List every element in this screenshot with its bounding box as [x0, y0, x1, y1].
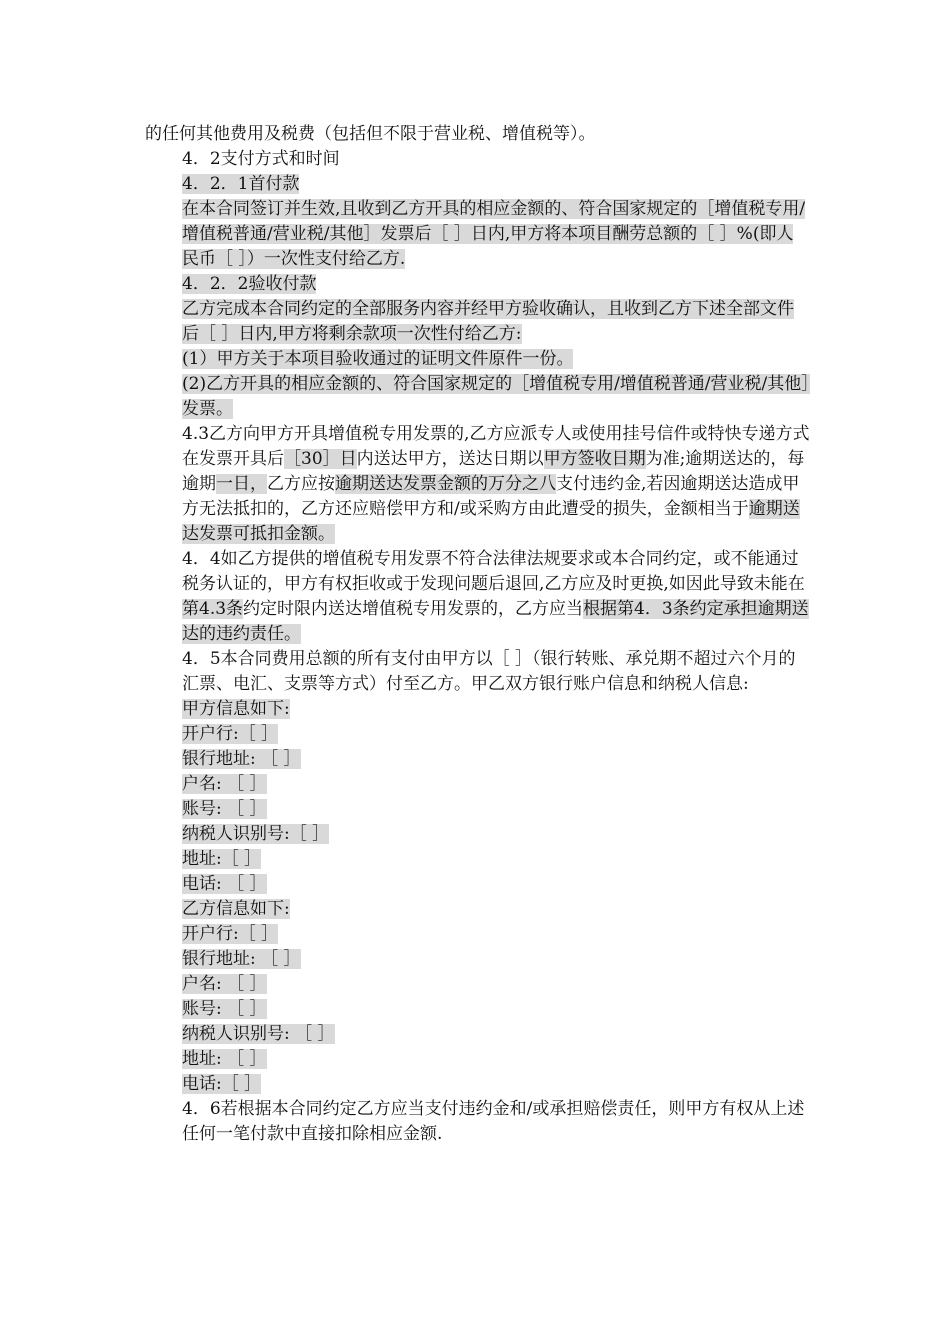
highlighted-text: 第4.3条 — [182, 599, 244, 619]
paragraph — [145, 922, 810, 947]
text-segment: 乙方应按 — [267, 474, 335, 494]
paragraph — [145, 1022, 810, 1047]
highlighted-text: 甲方签收日期 — [543, 449, 646, 469]
text-segment: 为准;逾期送达的，每逾期 — [182, 449, 805, 494]
text-segment: 4．5本合同费用总额的所有支付由甲方以［ ］（银行转账、承兑期不超过六个月的汇票、电汇、支票等方式）付至乙方。甲乙双方银行账户信息和纳税人信息: — [182, 649, 796, 694]
highlighted-text: 电话:［ ］ — [182, 1074, 262, 1094]
text-segment: 4．6若根据本合同约定乙方应当支付违约金和/或承担赔偿责任，则甲方有权从上述任何一笔付款中直接扣除相应金额. — [182, 1099, 805, 1144]
paragraph — [145, 872, 810, 897]
highlighted-text: 乙方信息如下: — [182, 899, 290, 919]
highlighted-text: 账号: ［ ］ — [182, 999, 267, 1019]
highlighted-text: 4．2．2验收付款 — [182, 274, 317, 294]
text-segment: 4．2支付方式和时间 — [182, 149, 340, 169]
highlighted-text: (1）甲方关于本项目验收通过的证明文件原件一份。 — [182, 349, 574, 369]
paragraph — [145, 972, 810, 997]
document-body — [145, 122, 810, 1147]
paragraph — [145, 647, 810, 697]
text-segment: 支付违约金,若因逾期送达造成甲方无法抵扣的，乙方还应赔偿甲方和/或采购方由此遭受的损失，金额相当于 — [182, 474, 800, 519]
paragraph — [145, 347, 810, 372]
paragraph — [145, 1047, 810, 1072]
paragraph — [145, 947, 810, 972]
text-segment: 4.3乙方向甲方开具增值税专用发票的,乙方应派专人或使用挂号信件或特快专递方式在发票开具后 — [182, 424, 810, 469]
highlighted-text: 开户行:［ ］ — [182, 924, 279, 944]
text-segment: 4．4如乙方提供的增值税专用发票不符合法律法规要求或本合同约定，或不能通过税务认证的，甲方有权拒收或于发现问题后退回,乙方应及时更换,如因此导致未能在 — [182, 549, 805, 594]
highlighted-text: 银行地址: ［ ］ — [182, 749, 301, 769]
paragraph — [145, 997, 810, 1022]
highlighted-text: 账号: ［ ］ — [182, 799, 267, 819]
highlighted-text: 甲方信息如下: — [182, 699, 290, 719]
paragraph — [145, 897, 810, 922]
paragraph — [145, 122, 810, 147]
highlighted-text: 电话: ［ ］ — [182, 874, 267, 894]
highlighted-text: 4．2．1首付款 — [182, 174, 300, 194]
highlighted-text: 根据第4．3条约定承担逾期送达的违约责任。 — [182, 599, 809, 644]
paragraph — [145, 372, 810, 422]
paragraph — [145, 797, 810, 822]
highlighted-text: 户名: ［ ］ — [182, 974, 267, 994]
paragraph — [145, 747, 810, 772]
text-segment: 的任何其他费用及税费（包括但不限于营业税、增值税等）。 — [145, 124, 596, 144]
highlighted-text: 地址: ［ ］ — [182, 1049, 267, 1069]
text-segment: 内送达甲方，送达日期以 — [356, 449, 544, 469]
paragraph — [145, 197, 810, 272]
paragraph — [145, 297, 810, 347]
highlighted-text: 银行地址: ［ ］ — [182, 949, 301, 969]
paragraph — [145, 1072, 810, 1097]
highlighted-text: 乙方完成本合同约定的全部服务内容并经甲方验收确认，且收到乙方下述全部文件后［ ］日内,甲方将剩余款项一次性付给乙方: — [182, 299, 794, 344]
highlighted-text: 逾期送达发票可抵扣金额。 — [182, 499, 800, 544]
highlighted-text: 在本合同签订并生效,且收到乙方开具的相应金额的、符合国家规定的［增值税专用/增值税普通/营业税/其他］发票后［ ］日内,甲方将本项目酬劳总额的［ ］%(即人民币［ ］）一次性支付给乙方. — [182, 199, 806, 269]
highlighted-text: 地址:［ ］ — [182, 849, 262, 869]
paragraph — [145, 822, 810, 847]
highlighted-text: 户名: ［ ］ — [182, 774, 267, 794]
highlighted-text: (2)乙方开具的相应金额的、符合国家规定的［增值税专用/增值税普通/营业税/其他］发票。 — [182, 374, 810, 419]
paragraph — [145, 272, 810, 297]
paragraph — [145, 147, 810, 172]
highlighted-text: 一日， — [216, 474, 267, 494]
paragraph — [145, 772, 810, 797]
paragraph — [145, 697, 810, 722]
highlighted-text: 纳税人识别号:［ ］ — [182, 824, 330, 844]
paragraph — [145, 722, 810, 747]
paragraph — [145, 1097, 810, 1147]
paragraph — [145, 847, 810, 872]
paragraph — [145, 172, 810, 197]
paragraph — [145, 422, 810, 547]
text-segment: 约定时限内送达增值税专用发票的，乙方应当 — [243, 599, 584, 619]
paragraph — [145, 547, 810, 647]
highlighted-text: 开户行:［ ］ — [182, 724, 279, 744]
highlighted-text: ［30］日 — [284, 449, 357, 469]
highlighted-text: 逾期送达发票金额的万分之八 — [335, 474, 556, 494]
highlighted-text: 纳税人识别号: ［ ］ — [182, 1024, 335, 1044]
